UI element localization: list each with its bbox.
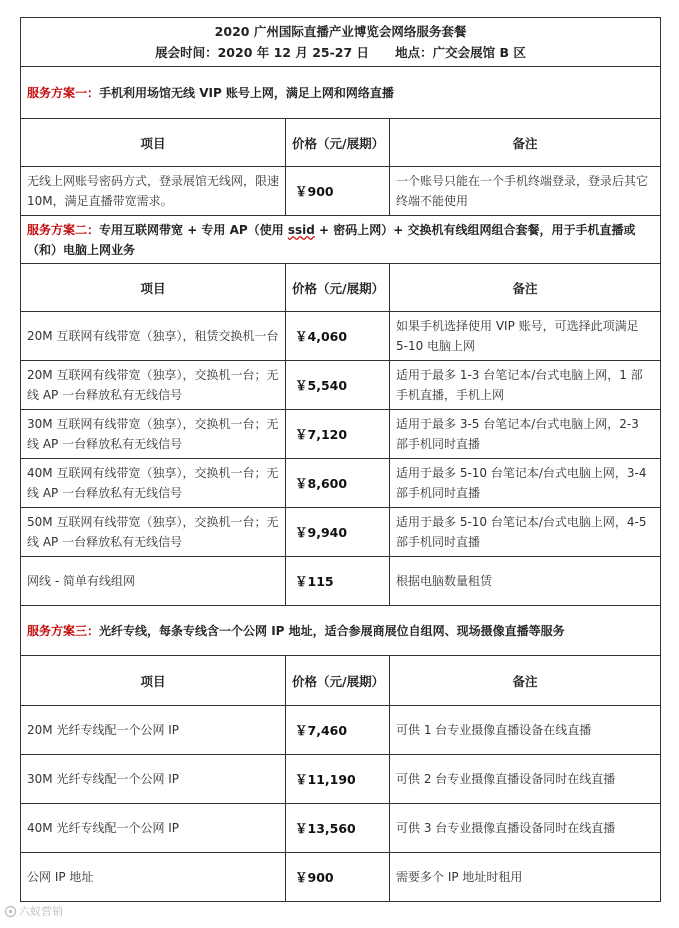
- item-cell: 20M 光纤专线配一个公网 IP: [21, 706, 286, 755]
- plan1-desc: 手机利用场馆无线 VIP 账号上网，满足上网和网络直播: [99, 85, 394, 100]
- plan2-heading: [21, 216, 661, 264]
- plan3-label: 服务方案三：: [27, 623, 100, 638]
- ant-logo-icon: [4, 905, 17, 918]
- note-cell: 可供 2 台专业摄像直播设备同时在线直播: [390, 755, 661, 804]
- col-header-note: 备注: [390, 656, 661, 706]
- col-header-price: 价格（元/展期）: [286, 119, 390, 167]
- note-cell: 适用于最多 3-5 台笔记本/台式电脑上网，2-3 部手机同时直播: [390, 410, 661, 459]
- plan2-desc-b: + 密码上网）+ 交换机有线组网组合套餐，用于手机直播或（和）电脑上网业务: [27, 222, 636, 257]
- note-cell: 根据电脑数量租赁: [390, 557, 661, 606]
- plan2-heading-row: [21, 216, 661, 264]
- col-header-price: 价格（元/展期）: [286, 656, 390, 706]
- table-row: [21, 508, 661, 557]
- note-cell: 需要多个 IP 地址时租用: [390, 853, 661, 902]
- item-cell: 30M 互联网有线带宽（独享），交换机一台；无线 AP 一台释放私有无线信号: [21, 410, 286, 459]
- service-table: [20, 17, 661, 902]
- col-header-note: 备注: [390, 119, 661, 167]
- col-header-note: 备注: [390, 264, 661, 312]
- plan1-header-row: [21, 119, 661, 167]
- price-cell: ￥7,460: [286, 706, 390, 755]
- title-line-1: 2020 广州国际直播产业博览会网络服务套餐: [214, 24, 467, 39]
- price-cell: ￥900: [286, 167, 390, 216]
- table-row: [21, 557, 661, 606]
- note-cell: 可供 1 台专业摄像直播设备在线直播: [390, 706, 661, 755]
- price-cell: ￥900: [286, 853, 390, 902]
- table-row: [21, 755, 661, 804]
- item-cell: 无线上网账号密码方式，登录展馆无线网，限速 10M，满足直播带宽需求。: [21, 167, 286, 216]
- plan1-heading-row: [21, 67, 661, 119]
- table-row: [21, 459, 661, 508]
- title-line-2: 展会时间：2020 年 12 月 25-27 日 地点：广交会展馆 B 区: [155, 45, 526, 60]
- price-cell: ￥7,120: [286, 410, 390, 459]
- table-row: [21, 804, 661, 853]
- item-cell: 30M 光纤专线配一个公网 IP: [21, 755, 286, 804]
- table-row: [21, 706, 661, 755]
- note-cell: 适用于最多 5-10 台笔记本/台式电脑上网，3-4 部手机同时直播: [390, 459, 661, 508]
- col-header-item: 项目: [21, 264, 286, 312]
- price-cell: ￥11,190: [286, 755, 390, 804]
- item-cell: 20M 互联网有线带宽（独享），租赁交换机一台: [21, 312, 286, 361]
- plan3-desc: 光纤专线，每条专线含一个公网 IP 地址，适合参展商展位自组网、现场摄像直播等服务: [99, 623, 565, 638]
- plan2-label: 服务方案二：: [27, 222, 100, 237]
- item-cell: 50M 互联网有线带宽（独享），交换机一台；无线 AP 一台释放私有无线信号: [21, 508, 286, 557]
- table-row: [21, 312, 661, 361]
- price-cell: ￥13,560: [286, 804, 390, 853]
- note-cell: 适用于最多 5-10 台笔记本/台式电脑上网，4-5 部手机同时直播: [390, 508, 661, 557]
- item-cell: 公网 IP 地址: [21, 853, 286, 902]
- item-cell: 网线 - 简单有线组网: [21, 557, 286, 606]
- price-cell: ￥4,060: [286, 312, 390, 361]
- plan3-header-row: [21, 656, 661, 706]
- table-row: [21, 410, 661, 459]
- plan3-heading-row: [21, 606, 661, 656]
- item-cell: 40M 互联网有线带宽（独享），交换机一台；无线 AP 一台释放私有无线信号: [21, 459, 286, 508]
- col-header-price: 价格（元/展期）: [286, 264, 390, 312]
- price-cell: ￥9,940: [286, 508, 390, 557]
- plan2-desc-ssid: ssid: [287, 222, 315, 237]
- table-row: [21, 167, 661, 216]
- plan1-label: 服务方案一：: [27, 85, 100, 100]
- plan2-desc-a: 专用互联网带宽 + 专用 AP（使用: [99, 222, 288, 237]
- price-cell: ￥8,600: [286, 459, 390, 508]
- watermark-text: 六蚁营销: [19, 905, 63, 918]
- col-header-item: 项目: [21, 119, 286, 167]
- table-row: [21, 361, 661, 410]
- title-cell: [21, 18, 661, 67]
- note-cell: 可供 3 台专业摄像直播设备同时在线直播: [390, 804, 661, 853]
- note-cell: 如果手机选择使用 VIP 账号，可选择此项满足 5-10 电脑上网: [390, 312, 661, 361]
- plan2-header-row: [21, 264, 661, 312]
- price-cell: ￥115: [286, 557, 390, 606]
- plan3-heading: [21, 606, 661, 656]
- title-row: [21, 18, 661, 67]
- table-row: [21, 853, 661, 902]
- item-cell: 20M 互联网有线带宽（独享），交换机一台；无线 AP 一台释放私有无线信号: [21, 361, 286, 410]
- col-header-item: 项目: [21, 656, 286, 706]
- plan1-heading: [21, 67, 661, 119]
- price-cell: ￥5,540: [286, 361, 390, 410]
- item-cell: 40M 光纤专线配一个公网 IP: [21, 804, 286, 853]
- note-cell: 适用于最多 1-3 台笔记本/台式电脑上网，1 部手机直播，手机上网: [390, 361, 661, 410]
- watermark: [4, 903, 63, 919]
- note-cell: 一个账号只能在一个手机终端登录，登录后其它终端不能使用: [390, 167, 661, 216]
